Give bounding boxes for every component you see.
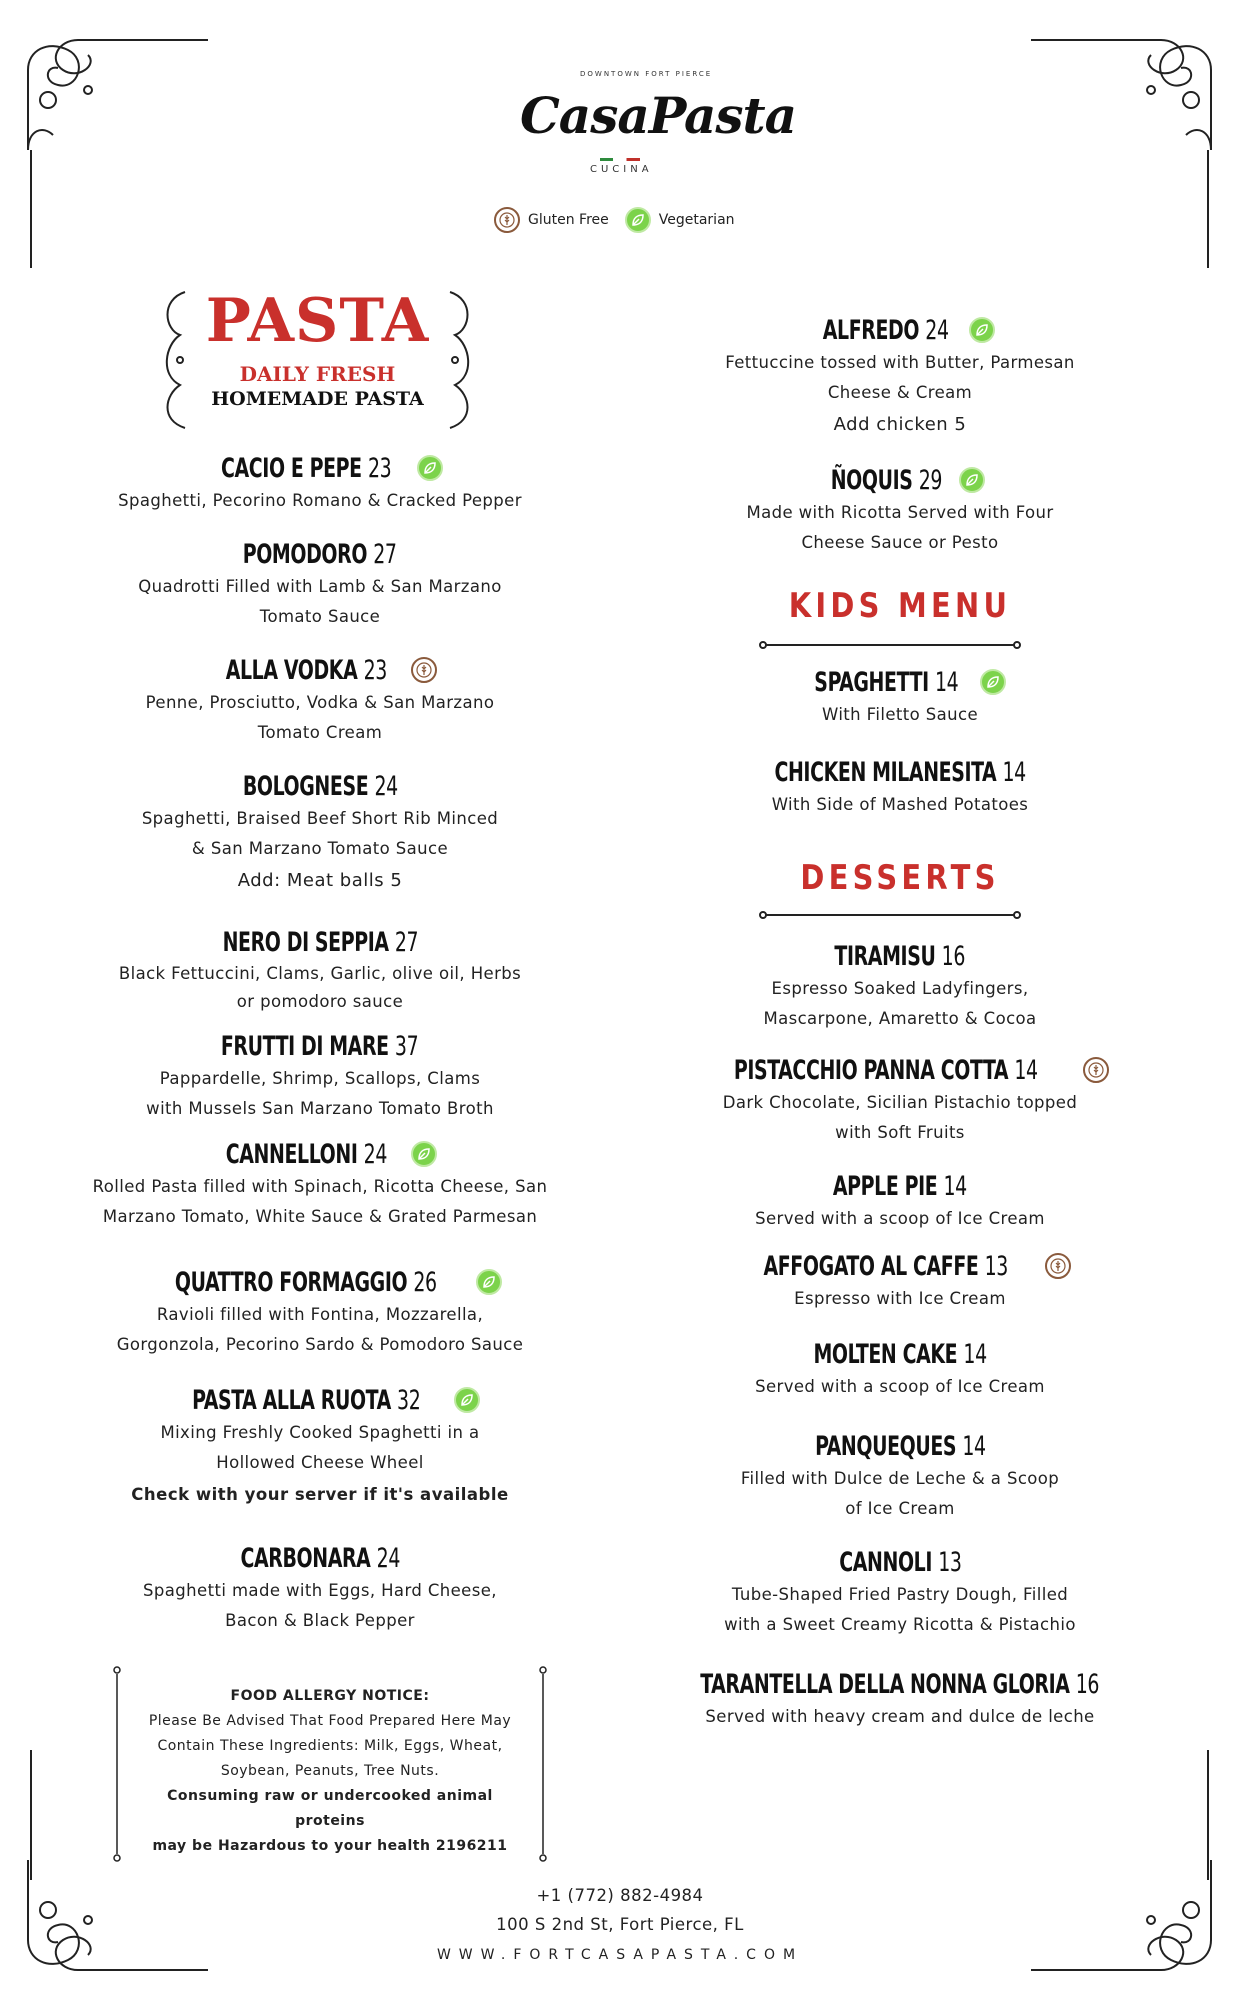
menu-item-cacio-e-pepe: [80, 450, 560, 516]
item-price: 14: [1002, 756, 1026, 788]
item-name: ALLA VODKA: [225, 654, 358, 686]
item-price: 13: [937, 1546, 962, 1578]
menu-item-kids-spaghetti: [690, 664, 1110, 730]
item-note: Check with your server if it's available: [131, 1485, 509, 1504]
menu-item-noquis: [690, 462, 1110, 558]
address: 100 S 2nd St, Fort Pierce, FL: [496, 1915, 744, 1934]
item-description: With Filetto Sauce: [821, 705, 979, 724]
footer-contact: [380, 1882, 860, 1970]
allergy-heading: FOOD ALLERGY NOTICE:: [230, 1688, 430, 1704]
border-line: [30, 1750, 32, 1880]
item-price: 23: [367, 452, 392, 484]
vegetarian-icon: [625, 207, 651, 233]
item-price: 14: [1014, 1054, 1038, 1086]
item-name: ALFREDO: [823, 314, 920, 346]
border-line: [30, 150, 32, 268]
item-name: QUATTRO FORMAGGIO: [175, 1266, 408, 1298]
vegetarian-icon: [980, 669, 1006, 695]
item-price: 24: [363, 1138, 387, 1170]
item-description: Espresso Soaked Ladyfingers,: [771, 979, 1029, 998]
corner-ornament-top-left: [18, 30, 228, 190]
menu-item-tiramisu: [690, 938, 1110, 1034]
section-divider: [758, 908, 1022, 922]
item-name: PANQUEQUES: [814, 1430, 956, 1462]
item-name: NERO DI SEPPIA: [222, 926, 389, 958]
menu-item-frutti-di-mare: [80, 1028, 560, 1124]
item-price: 16: [1076, 1668, 1100, 1700]
item-name: CHICKEN MILANESITA: [774, 756, 997, 788]
item-addon: Add: Meat balls 5: [237, 870, 403, 891]
vegetarian-label: Vegetarian: [658, 212, 735, 228]
item-description: Dark Chocolate, Sicilian Pistachio topped: [722, 1093, 1078, 1112]
item-name: PISTACCHIO PANNA COTTA: [734, 1054, 1009, 1086]
item-description: Tomato Sauce: [259, 607, 381, 626]
vegetarian-icon: [417, 455, 443, 481]
item-description: with Mussels San Marzano Tomato Broth: [146, 1099, 494, 1118]
dietary-legend: [494, 206, 774, 234]
corner-ornament-bottom-right: [1011, 1820, 1221, 1980]
menu-item-carbonara: [80, 1540, 560, 1636]
item-name: PASTA ALLA RUOTA: [191, 1384, 391, 1416]
item-price: 23: [363, 654, 387, 686]
menu-item-affogato-al-caffe: [690, 1248, 1110, 1314]
item-description: Spaghetti, Pecorino Romano & Cracked Pepper: [118, 491, 522, 510]
item-name: TARANTELLA DELLA NONNA GLORIA: [700, 1668, 1070, 1700]
item-description: Spaghetti, Braised Beef Short Rib Minced: [141, 809, 499, 828]
vegetarian-icon: [411, 1141, 437, 1167]
item-description: Pappardelle, Shrimp, Scallops, Clams: [159, 1069, 481, 1088]
item-description: Espresso with Ice Cream: [794, 1289, 1006, 1308]
item-price: 32: [396, 1384, 421, 1416]
item-description: Made with Ricotta Served with Four: [746, 503, 1054, 522]
item-description: Served with heavy cream and dulce de leche: [705, 1707, 1095, 1726]
item-name: AFFOGATO AL CAFFE: [763, 1250, 979, 1282]
phone-number[interactable]: +1 (772) 882-4984: [536, 1886, 704, 1905]
item-price: 14: [943, 1170, 967, 1202]
item-description: With Side of Mashed Potatoes: [771, 795, 1029, 814]
item-description: Served with a scoop of Ice Cream: [755, 1209, 1045, 1228]
menu-item-panqueques: [690, 1428, 1110, 1524]
logo-wordmark: CasaPasta: [520, 86, 797, 145]
menu-item-nero-di-seppia: [80, 924, 560, 1016]
allergy-warning: Consuming raw or undercooked animal proteins: [167, 1788, 493, 1829]
item-price: 14: [961, 1430, 986, 1462]
item-description: with a Sweet Creamy Ricotta & Pistachio: [724, 1615, 1076, 1634]
item-addon: Add chicken 5: [833, 414, 967, 435]
vegetarian-icon: [959, 467, 985, 493]
section-title-kids-menu: KIDS MENU: [788, 586, 1012, 626]
menu-item-chicken-milanesita: [690, 754, 1110, 820]
menu-item-apple-pie: [690, 1168, 1110, 1234]
item-description: Cheese & Cream: [827, 383, 973, 402]
gluten-free-icon: [1045, 1253, 1071, 1279]
notice-bracket: [110, 1664, 124, 1864]
website-link[interactable]: WWW.FORTCASAPASTA.COM: [436, 1947, 804, 1963]
menu-item-molten-cake: [690, 1336, 1110, 1402]
item-price: 14: [963, 1338, 987, 1370]
item-description: Mascarpone, Amaretto & Cocoa: [763, 1009, 1037, 1028]
menu-item-pistacchio-panna-cotta: [690, 1052, 1110, 1148]
item-name: APPLE PIE: [833, 1170, 938, 1202]
section-divider: [758, 638, 1022, 652]
item-price: 27: [373, 538, 397, 570]
vegetarian-icon: [969, 317, 995, 343]
menu-item-tarantella-della-nonna-gloria: [670, 1666, 1130, 1732]
item-price: 27: [394, 926, 418, 958]
item-price: 24: [376, 1542, 400, 1574]
gluten-free-icon: [1083, 1057, 1109, 1083]
item-description: Quadrotti Filled with Lamb & San Marzano: [138, 577, 502, 596]
item-description: Marzano Tomato, White Sauce & Grated Parmesan: [102, 1207, 538, 1226]
item-description: Fettuccine tossed with Butter, Parmesan: [725, 353, 1075, 372]
section-title-desserts: DESSERTS: [800, 858, 1000, 898]
logo-subtitle: CUCINA: [590, 164, 653, 175]
corner-ornament-top-right: [1011, 30, 1221, 190]
allergy-warning: may be Hazardous to your health 2196211: [152, 1838, 508, 1854]
item-name: ÑOQUIS: [830, 464, 913, 496]
menu-item-alla-vodka: [80, 652, 560, 748]
menu-item-bolognese: [80, 768, 560, 898]
item-description: Penne, Prosciutto, Vodka & San Marzano: [145, 693, 495, 712]
item-description: with Soft Fruits: [835, 1123, 965, 1142]
gluten-free-icon: [494, 207, 520, 233]
item-description: Tomato Cream: [257, 723, 383, 742]
banner-subtitle: HOMEMADE PASTA: [211, 388, 424, 410]
gluten-free-icon: [411, 657, 437, 683]
item-price: 24: [374, 770, 398, 802]
italian-flag-stripe: [600, 158, 640, 161]
item-description: or pomodoro sauce: [236, 992, 404, 1011]
item-name: CACIO E PEPE: [220, 452, 362, 484]
item-description: Spaghetti made with Eggs, Hard Cheese,: [143, 1581, 497, 1600]
item-description: Filled with Dulce de Leche & a Scoop: [740, 1469, 1060, 1488]
item-description: Ravioli filled with Fontina, Mozzarella,: [156, 1305, 484, 1324]
item-description: of Ice Cream: [845, 1499, 955, 1518]
border-line: [1207, 1750, 1209, 1880]
item-name: CARBONARA: [240, 1542, 371, 1574]
vegetarian-icon: [476, 1269, 502, 1295]
item-name: MOLTEN CAKE: [813, 1338, 958, 1370]
item-name: CANNOLI: [838, 1546, 932, 1578]
item-description: Tube-Shaped Fried Pastry Dough, Filled: [731, 1585, 1069, 1604]
item-price: 13: [984, 1250, 1009, 1282]
item-description: Served with a scoop of Ice Cream: [755, 1377, 1045, 1396]
item-description: Hollowed Cheese Wheel: [216, 1453, 424, 1472]
section-title-pasta: PASTA: [205, 286, 430, 356]
menu-item-alfredo: [690, 312, 1110, 442]
item-price: 24: [925, 314, 949, 346]
food-allergy-notice: [110, 1664, 550, 1864]
menu-item-pasta-alla-ruota: [80, 1382, 560, 1512]
item-description: Black Fettuccini, Clams, Garlic, olive oil, Herbs: [118, 964, 522, 983]
item-name: CANNELLONI: [225, 1138, 358, 1170]
allergy-text: Please Be Advised That Food Prepared Here May: [148, 1713, 512, 1729]
allergy-text: Contain These Ingredients: Milk, Eggs, Wheat,: [157, 1738, 503, 1754]
item-description: Bacon & Black Pepper: [225, 1611, 415, 1630]
menu-item-cannelloni: [80, 1136, 560, 1232]
item-name: POMODORO: [243, 538, 368, 570]
item-description: Gorgonzola, Pecorino Sardo & Pomodoro Sauce: [116, 1335, 524, 1354]
item-description: Cheese Sauce or Pesto: [801, 533, 999, 552]
item-name: SPAGHETTI: [813, 666, 929, 698]
vegetarian-icon: [454, 1387, 480, 1413]
notice-bracket: [536, 1664, 550, 1864]
item-description: Mixing Freshly Cooked Spaghetti in a: [160, 1423, 480, 1442]
item-description: & San Marzano Tomato Sauce: [191, 839, 449, 858]
banner-subtitle: DAILY FRESH: [239, 362, 396, 386]
item-price: 14: [934, 666, 959, 698]
gluten-free-label: Gluten Free: [528, 212, 609, 228]
item-price: 16: [941, 940, 966, 972]
menu-item-pomodoro: [80, 536, 560, 632]
menu-item-quattro-formaggio: [80, 1264, 560, 1360]
item-name: TIRAMISU: [834, 940, 936, 972]
logo-tagline: DOWNTOWN FORT PIERCE: [580, 70, 713, 78]
restaurant-logo: [520, 60, 797, 190]
border-line: [1207, 150, 1209, 268]
item-name: BOLOGNESE: [242, 770, 368, 802]
item-price: 26: [413, 1266, 437, 1298]
item-name: FRUTTI DI MARE: [221, 1030, 390, 1062]
pasta-banner: [155, 286, 480, 432]
item-description: Rolled Pasta filled with Spinach, Ricotta Cheese, San: [92, 1177, 548, 1196]
item-price: 29: [918, 464, 942, 496]
item-price: 37: [395, 1030, 419, 1062]
allergy-text: Soybean, Peanuts, Tree Nuts.: [220, 1763, 440, 1779]
menu-item-cannoli: [690, 1544, 1110, 1640]
